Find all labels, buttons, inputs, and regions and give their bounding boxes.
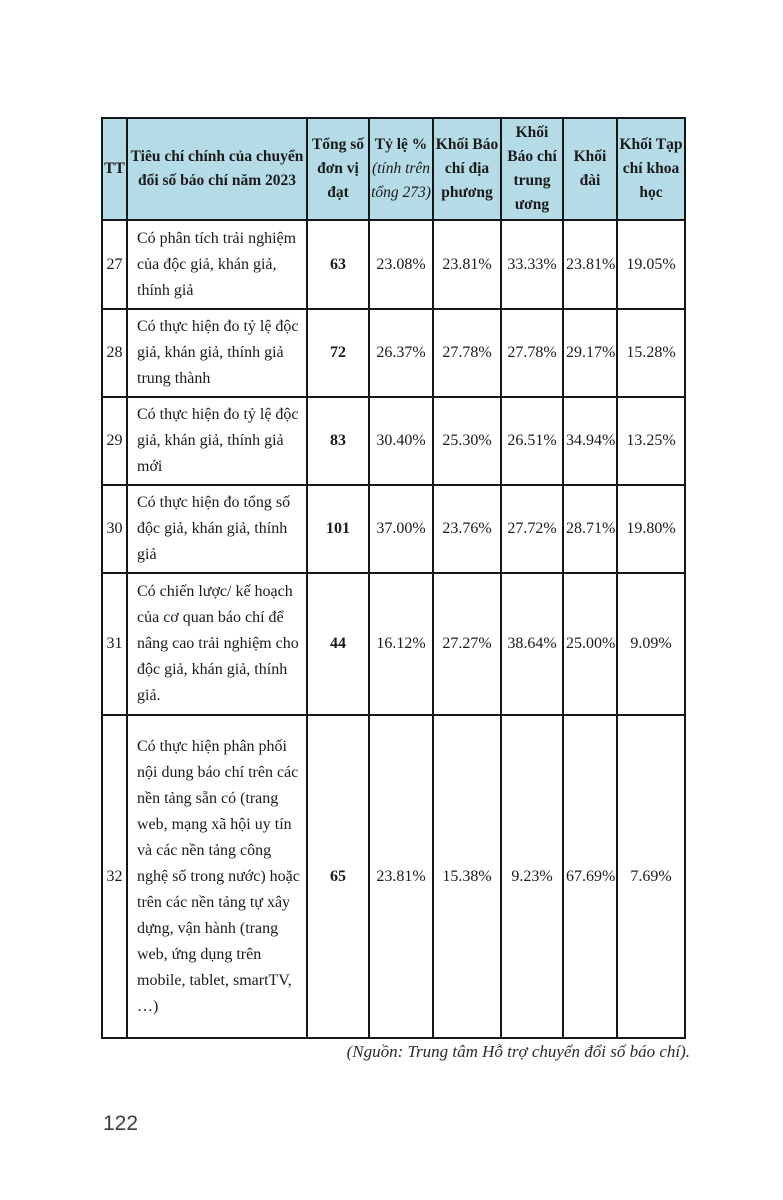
- cell-science-journal: 15.28%: [617, 309, 685, 397]
- cell-percentage: 23.08%: [369, 220, 433, 309]
- cell-broadcast: 28.71%: [563, 485, 617, 573]
- cell-tt: 29: [102, 397, 127, 485]
- source-note: (Nguồn: Trung tâm Hỗ trợ chuyển đổi số báo chí).: [346, 1042, 690, 1061]
- header-percentage: [369, 118, 433, 220]
- cell-central-press: 9.23%: [501, 715, 563, 1038]
- cell-tt: 27: [102, 220, 127, 309]
- header-central-press: Khối Báo chí trung ương: [501, 118, 563, 220]
- cell-broadcast: 34.94%: [563, 397, 617, 485]
- table-row: [102, 573, 685, 715]
- table-row: [102, 397, 685, 485]
- cell-central-press: 33.33%: [501, 220, 563, 309]
- cell-tt: 32: [102, 715, 127, 1038]
- cell-percentage: 26.37%: [369, 309, 433, 397]
- cell-science-journal: 19.05%: [617, 220, 685, 309]
- cell-local-press: 15.38%: [433, 715, 501, 1038]
- cell-local-press: 27.27%: [433, 573, 501, 715]
- cell-central-press: 38.64%: [501, 573, 563, 715]
- cell-percentage: 23.81%: [369, 715, 433, 1038]
- cell-broadcast: 29.17%: [563, 309, 617, 397]
- cell-total: 65: [307, 715, 369, 1038]
- cell-criteria: Có phân tích trải nghiệm của độc giả, khán giả, thính giả: [127, 220, 307, 309]
- header-criteria: Tiêu chí chính của chuyển đổi số báo chí năm 2023: [127, 118, 307, 220]
- header-broadcast: Khối đài: [563, 118, 617, 220]
- cell-tt: 31: [102, 573, 127, 715]
- table-row: [102, 485, 685, 573]
- cell-local-press: 27.78%: [433, 309, 501, 397]
- cell-central-press: 26.51%: [501, 397, 563, 485]
- cell-science-journal: 19.80%: [617, 485, 685, 573]
- table-row: [102, 715, 685, 1038]
- cell-central-press: 27.78%: [501, 309, 563, 397]
- cell-total: 83: [307, 397, 369, 485]
- cell-percentage: 37.00%: [369, 485, 433, 573]
- table-row: [102, 309, 685, 397]
- header-science-journal: Khối Tạp chí khoa học: [617, 118, 685, 220]
- page-number: 122: [103, 1112, 139, 1135]
- table-header-row: [102, 118, 685, 220]
- header-total: Tổng số đơn vị đạt: [307, 118, 369, 220]
- cell-tt: 28: [102, 309, 127, 397]
- header-tt: TT: [102, 118, 127, 220]
- cell-criteria: Có chiến lược/ kế hoạch của cơ quan báo chí để nâng cao trải nghiệm cho độc giả, khán giả, thính giả.: [127, 573, 307, 715]
- header-local-press: Khối Báo chí địa phương: [433, 118, 501, 220]
- cell-total: 63: [307, 220, 369, 309]
- criteria-table: [101, 117, 686, 1039]
- cell-criteria: Có thực hiện đo tỷ lệ độc giả, khán giả, thính giả mới: [127, 397, 307, 485]
- cell-criteria: Có thực hiện đo tỷ lệ độc giả, khán giả, thính giả trung thành: [127, 309, 307, 397]
- cell-total: 72: [307, 309, 369, 397]
- cell-tt: 30: [102, 485, 127, 573]
- cell-science-journal: 9.09%: [617, 573, 685, 715]
- cell-percentage: 16.12%: [369, 573, 433, 715]
- cell-local-press: 23.81%: [433, 220, 501, 309]
- cell-broadcast: 23.81%: [563, 220, 617, 309]
- cell-central-press: 27.72%: [501, 485, 563, 573]
- cell-total: 44: [307, 573, 369, 715]
- cell-percentage: 30.40%: [369, 397, 433, 485]
- cell-local-press: 25.30%: [433, 397, 501, 485]
- cell-broadcast: 25.00%: [563, 573, 617, 715]
- cell-total: 101: [307, 485, 369, 573]
- header-percentage-label: Tỷ lệ %: [374, 136, 428, 153]
- header-percentage-note: (tính trên tổng 273): [371, 160, 431, 201]
- cell-science-journal: 7.69%: [617, 715, 685, 1038]
- cell-criteria: Có thực hiện đo tổng số độc giả, khán giả, thính giả: [127, 485, 307, 573]
- cell-local-press: 23.76%: [433, 485, 501, 573]
- cell-broadcast: 67.69%: [563, 715, 617, 1038]
- table-row: [102, 220, 685, 309]
- cell-science-journal: 13.25%: [617, 397, 685, 485]
- cell-criteria: Có thực hiện phân phối nội dung báo chí trên các nền tảng sẵn có (trang web, mạng xã hội uy tín và các nền tảng công nghệ số trong nước) hoặc trên các nền tảng tự xây dựng, vận hành (trang web, ứng dụng trên mobile, tablet, smartTV, …): [127, 715, 307, 1038]
